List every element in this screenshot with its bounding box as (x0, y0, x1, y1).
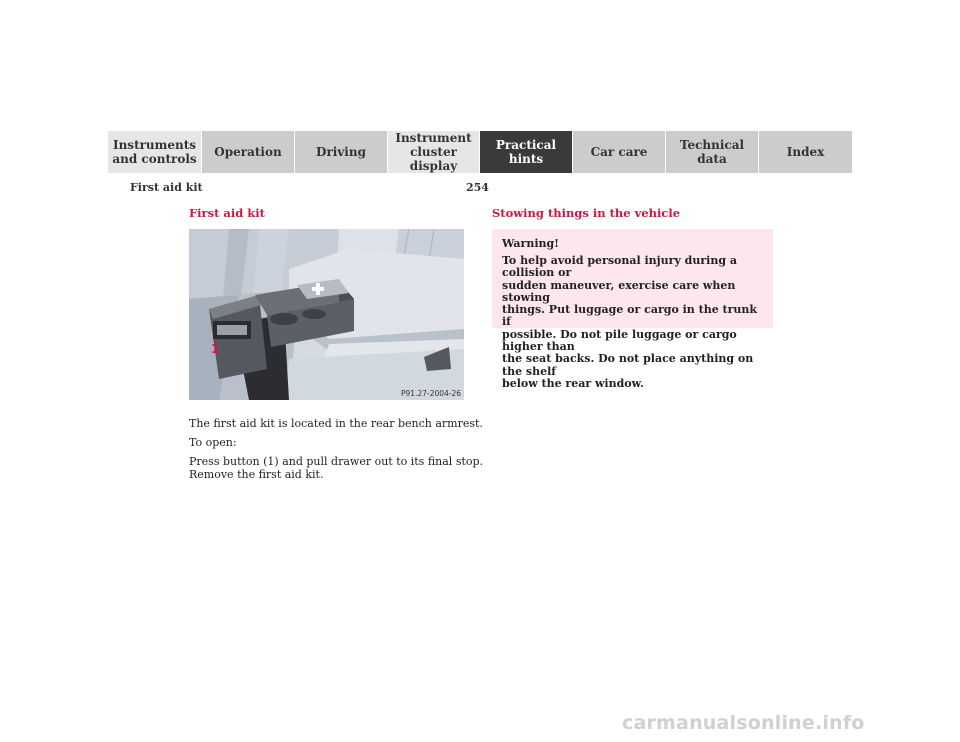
paragraph-location: The first aid kit is located in the rear bench armrest. (189, 417, 483, 430)
section-title-first-aid-kit: First aid kit (189, 206, 265, 220)
tab-technical-data[interactable]: Technical data (666, 131, 759, 173)
figure-code: P91.27-2004-26 (401, 389, 462, 398)
section-title-stowing-things: Stowing things in the vehicle (492, 206, 681, 220)
watermark: carmanualsonline.info (622, 712, 865, 734)
chapter-tabs (108, 131, 852, 173)
paragraph-to-open: To open: (189, 436, 237, 449)
warning-title: Warning! (502, 237, 560, 250)
running-header: First aid kit (130, 181, 203, 194)
tab-operation[interactable]: Operation (202, 131, 295, 173)
warning-box (492, 229, 773, 390)
figure-callout-1: 1 (211, 342, 220, 356)
first-aid-kit-illustration (189, 229, 464, 400)
paragraph-press-button: Press button (1) and pull drawer out to its final stop. (189, 455, 484, 468)
tab-driving[interactable]: Driving (295, 131, 388, 173)
warning-text: To help avoid personal injury during a collision or sudden maneuver, exercise care when stowing things. Put luggage or cargo in the trunk if possible. Do not pile luggage or cargo higher than the seat backs. Do not place anything on the shelf below the rear window. (502, 254, 758, 390)
page-number: 254 (466, 181, 489, 194)
tab-practical-hints[interactable]: Practical hints (480, 131, 573, 173)
paragraph-remove-kit: Remove the first aid kit. (189, 468, 324, 481)
tab-instrument-cluster-display[interactable]: Instrument cluster display (388, 131, 480, 173)
tab-index[interactable]: Index (759, 131, 852, 173)
tab-car-care[interactable]: Car care (573, 131, 666, 173)
tab-instruments-and-controls[interactable]: Instruments and controls (108, 131, 202, 173)
